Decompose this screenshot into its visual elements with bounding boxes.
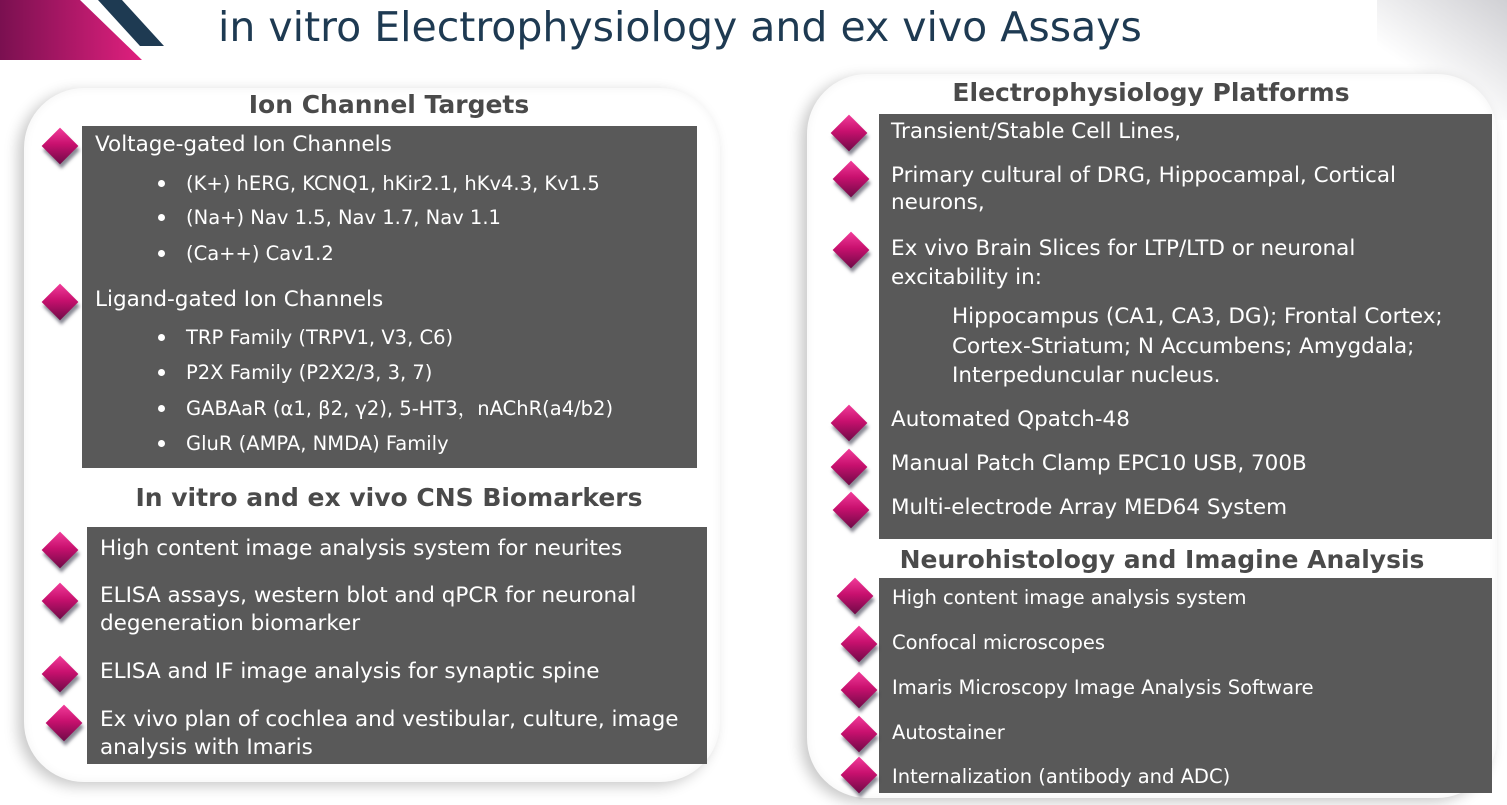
platform-subitem: Cortex-Striatum; N Accumbens; Amygdala; (952, 334, 1415, 359)
neuro-item: Internalization (antibody and ADC) (892, 765, 1231, 788)
ligand-item: GluR (AMPA, NMDA) Family (186, 432, 449, 455)
platform-subitem: Hippocampus (CA1, CA3, DG); Frontal Cortex; (952, 304, 1443, 329)
bullet-dot-icon (158, 369, 165, 376)
platform-item: Transient/Stable Cell Lines, (891, 119, 1182, 144)
platform-item: Ex vivo Brain Slices for LTP/LTD or neuronal (891, 236, 1356, 261)
bullet-dot-icon (158, 334, 165, 341)
bullet-dot-icon (158, 440, 165, 447)
biomarker-heading: In vitro and ex vivo CNS Biomarkers (135, 483, 643, 512)
platform-item: Multi-electrode Array MED64 System (891, 495, 1288, 520)
neuro-item: Autostainer (892, 721, 1005, 744)
voltage-item: (K+) hERG, KCNQ1, hKir2.1, hKv4.3, Kv1.5 (186, 172, 600, 195)
platform-heading: Electrophysiology Platforms (952, 78, 1350, 107)
ligand-item: P2X Family (P2X2/3, 3, 7) (186, 361, 433, 384)
voltage-item: (Ca++) Cav1.2 (186, 242, 334, 265)
platform-item: Automated Qpatch-48 (891, 407, 1130, 432)
neuro-item: Confocal microscopes (892, 631, 1105, 654)
ligand-gated-label: Ligand-gated Ion Channels (95, 287, 384, 312)
platform-subitem: Interpeduncular nucleus. (952, 363, 1221, 388)
platform-item: excitability in: (891, 265, 1042, 290)
neuro-item: High content image analysis system (892, 586, 1247, 609)
biomarker-item: degeneration biomarker (100, 611, 361, 636)
bullet-dot-icon (158, 180, 165, 187)
corner-stripes-decoration (0, 0, 200, 60)
biomarker-item: ELISA and IF image analysis for synaptic spine (100, 659, 600, 684)
biomarker-item: ELISA assays, western blot and qPCR for neuronal (100, 583, 637, 608)
neuro-item: Imaris Microscopy Image Analysis Software (892, 676, 1314, 699)
page-title: in vitro Electrophysiology and ex vivo Assays (218, 3, 1142, 51)
bullet-dot-icon (158, 214, 165, 221)
platform-item: neurons, (891, 190, 985, 215)
platform-item: Primary cultural of DRG, Hippocampal, Cortical (891, 163, 1396, 188)
ion-channel-heading: Ion Channel Targets (248, 90, 530, 119)
voltage-item: (Na+) Nav 1.5, Nav 1.7, Nav 1.1 (186, 206, 501, 229)
platform-item: Manual Patch Clamp EPC10 USB, 700B (891, 451, 1307, 476)
voltage-gated-label: Voltage-gated Ion Channels (95, 132, 392, 157)
bullet-dot-icon (158, 250, 165, 257)
bullet-dot-icon (158, 405, 165, 412)
biomarker-item: Ex vivo plan of cochlea and vestibular, culture, image (100, 707, 679, 732)
ligand-item: TRP Family (TRPV1, V3, C6) (186, 326, 454, 349)
biomarker-item: analysis with Imaris (100, 735, 313, 760)
ligand-item: GABAaR (α1, β2, γ2), 5-HT3，nAChR(a4/b2) (186, 397, 614, 420)
neuro-heading: Neurohistology and Imagine Analysis (899, 545, 1425, 574)
biomarker-item: High content image analysis system for neurites (100, 536, 623, 561)
